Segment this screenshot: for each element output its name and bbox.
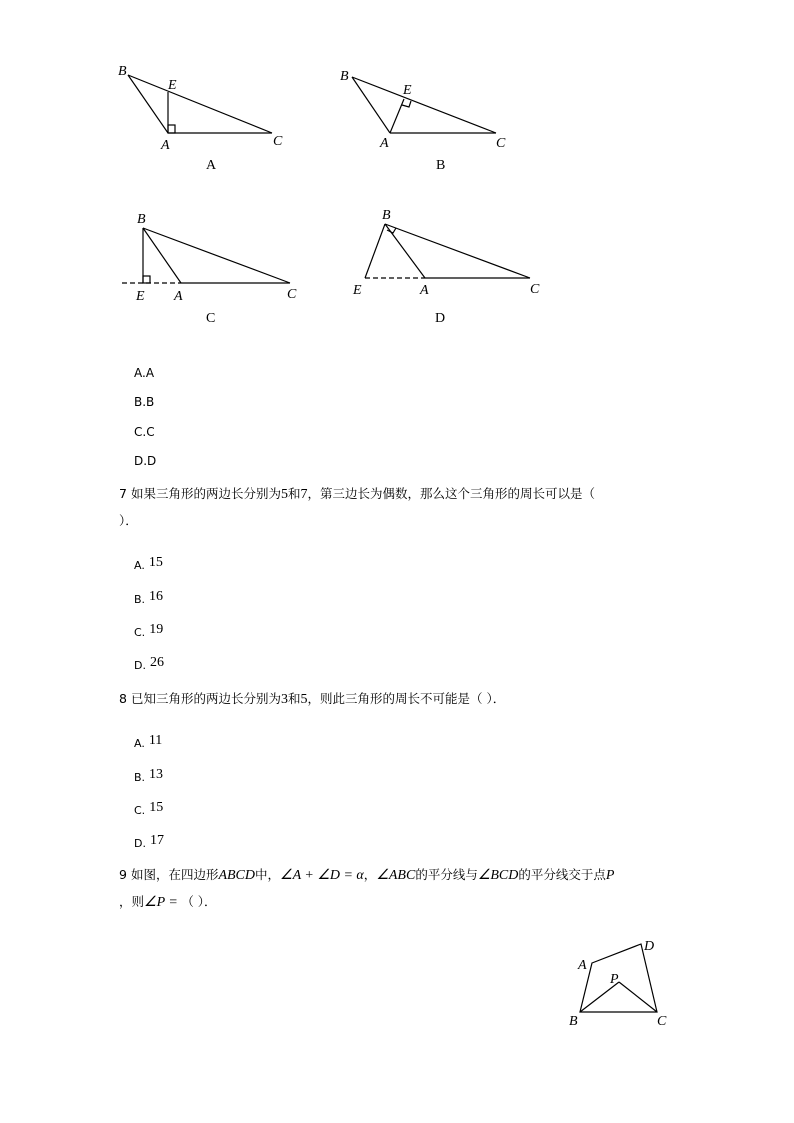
label-c: C: [496, 136, 506, 151]
label-a: A: [174, 289, 183, 304]
q6-option-d[interactable]: D.D: [134, 454, 157, 468]
q9-stem: 9 如图，在四边形ABCD中，∠A + ∠D = α，∠ABC的平分线与∠BCD的平分线交于点P: [119, 867, 615, 883]
q8-stem: 8 已知三角形的两边长分别为3和5，则此三角形的周长不可能是（ ）．: [119, 691, 506, 707]
figure-d: [345, 200, 555, 330]
label-e: E: [168, 78, 177, 93]
label-e: E: [403, 83, 412, 98]
q6-option-b[interactable]: B.B: [134, 395, 155, 409]
figure-b: [330, 55, 530, 180]
figure-caption: C: [206, 311, 216, 326]
label-e: E: [353, 283, 362, 298]
q9-stem-cont: ，则∠P = （ ）．: [119, 894, 217, 910]
figure-caption: A: [206, 158, 217, 173]
figure-caption: B: [436, 158, 446, 173]
label-b: B: [382, 208, 391, 223]
label-p: P: [610, 972, 619, 987]
question-number: 7: [119, 486, 127, 501]
q8-option-b[interactable]: B. 13: [134, 767, 164, 784]
q7-stem-cont: ）．: [119, 513, 138, 528]
label-a: A: [420, 283, 429, 298]
q7-option-a[interactable]: A. 15: [134, 555, 163, 572]
label-c: C: [530, 282, 540, 297]
label-a: A: [380, 136, 389, 151]
figure-caption: D: [435, 311, 446, 326]
question-number: 8: [119, 691, 127, 706]
q7-option-c[interactable]: C. 19: [134, 622, 164, 639]
label-a: A: [161, 138, 170, 153]
q6-option-c[interactable]: C.C: [134, 425, 155, 439]
label-c: C: [273, 134, 283, 149]
q8-option-a[interactable]: A. 11: [134, 733, 163, 750]
q7-option-b[interactable]: B. 16: [134, 589, 164, 606]
q8-option-d[interactable]: D. 17: [134, 833, 164, 850]
q7-option-d[interactable]: D. 26: [134, 655, 164, 672]
figure-q9: [560, 935, 680, 1035]
label-a: A: [578, 958, 587, 973]
label-b: B: [569, 1014, 578, 1029]
label-c: C: [657, 1014, 667, 1029]
figure-c: [110, 205, 310, 330]
label-b: B: [118, 64, 127, 79]
q7-stem: 7 如果三角形的两边长分别为5和7，第三边长为偶数，那么这个三角形的周长可以是（: [119, 486, 595, 502]
label-d: D: [644, 939, 655, 954]
label-e: E: [136, 289, 145, 304]
q8-option-c[interactable]: C. 15: [134, 800, 164, 817]
figure-a: [110, 55, 300, 180]
label-c: C: [287, 287, 297, 302]
label-b: B: [340, 69, 349, 84]
question-number: 9: [119, 867, 127, 882]
q6-option-a[interactable]: A.A: [134, 366, 155, 380]
label-b: B: [137, 212, 146, 227]
